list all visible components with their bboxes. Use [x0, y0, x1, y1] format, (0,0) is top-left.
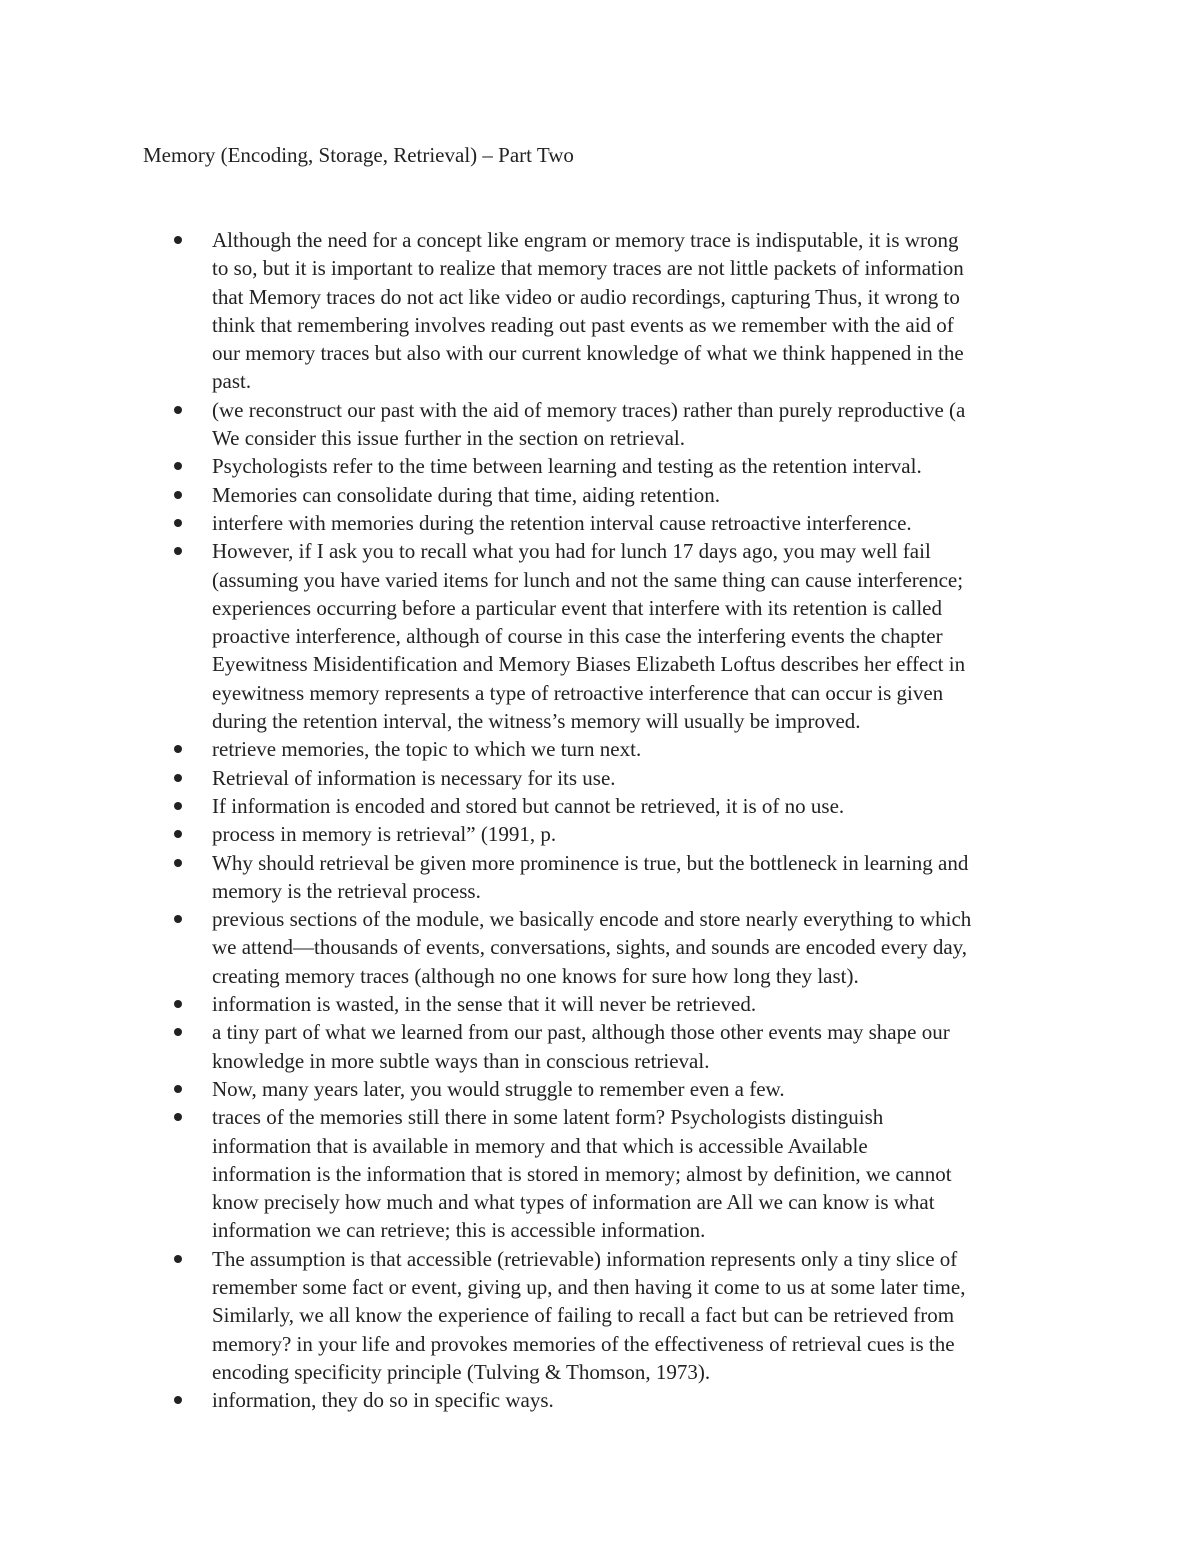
text-line: to so, but it is important to realize that memory traces are not little packets of information — [212, 256, 964, 281]
text-line: traces of the memories still there in some latent form? Psychologists distinguish — [212, 1105, 884, 1130]
text-line: that Memory traces do not act like video or audio recordings, capturing Thus, it wrong to — [212, 284, 960, 309]
text-line: Now, many years later, you would struggle to remember even a few. — [212, 1076, 785, 1101]
bullet-icon — [174, 1000, 182, 1008]
bullet-icon — [174, 462, 182, 470]
text-line: The assumption is that accessible (retrievable) information represents only a tiny slice of — [212, 1246, 958, 1271]
text-line: We consider this issue further in the section on retrieval. — [212, 426, 686, 451]
text-line: process in memory is retrieval” (1991, p. — [212, 822, 557, 847]
list-item — [0, 849, 1062, 906]
text-line: remember some fact or event, giving up, and then having it come to us at some later time, — [212, 1274, 966, 1299]
text-line: past. — [212, 369, 252, 394]
text-line: during the retention interval, the witness’s memory will usually be improved. — [212, 709, 861, 734]
list-item — [0, 735, 1062, 763]
list-item — [0, 481, 1062, 509]
text-line: experiences occurring before a particular event that interfere with its retention is called — [212, 595, 942, 620]
list-item — [0, 990, 1062, 1018]
list-item — [0, 396, 1062, 453]
text-line: information we can retrieve; this is accessible information. — [212, 1218, 706, 1243]
bullet-icon — [174, 859, 182, 867]
bullet-icon — [174, 1255, 182, 1263]
bullet-list — [0, 226, 1200, 1414]
list-item — [0, 1018, 1062, 1075]
list-item — [0, 1075, 1062, 1103]
bullet-icon — [174, 519, 182, 527]
text-line: we attend—thousands of events, conversations, sights, and sounds are encoded every day, — [212, 935, 968, 960]
list-item — [0, 764, 1062, 792]
text-line: Similarly, we all know the experience of failing to recall a fact but can be retrieved from — [212, 1303, 955, 1328]
text-line: a tiny part of what we learned from our past, although those other events may shape our — [212, 1020, 950, 1045]
text-line: memory? in your life and provokes memories of the effectiveness of retrieval cues is the — [212, 1331, 955, 1356]
list-item — [0, 226, 1062, 396]
text-line: Retrieval of information is necessary for its use. — [212, 765, 616, 790]
text-line: information that is available in memory and that which is accessible Available — [212, 1133, 868, 1158]
text-line: knowledge in more subtle ways than in conscious retrieval. — [212, 1048, 710, 1073]
text-line: Why should retrieval be given more prominence is true, but the bottleneck in learning and — [212, 850, 969, 875]
text-line: proactive interference, although of course in this case the interfering events the chapter — [212, 624, 943, 649]
bullet-icon — [174, 491, 182, 499]
text-line: (assuming you have varied items for lunch and not the same thing can cause interference; — [212, 567, 964, 592]
list-item — [0, 1386, 1062, 1414]
text-line: information is wasted, in the sense that it will never be retrieved. — [212, 992, 757, 1017]
text-line: memory is the retrieval process. — [212, 878, 481, 903]
bullet-icon — [174, 406, 182, 414]
text-line: If information is encoded and stored but cannot be retrieved, it is of no use. — [212, 793, 845, 818]
text-line: Although the need for a concept like engram or memory trace is indisputable, it is wrong — [212, 228, 959, 252]
text-line: eyewitness memory represents a type of retroactive interference that can occur is given — [212, 680, 944, 705]
text-line: encoding specificity principle (Tulving & Thomson, 1973). — [212, 1359, 711, 1384]
page-title: Memory (Encoding, Storage, Retrieval) – Part Two — [143, 143, 574, 167]
list-item — [0, 905, 1062, 990]
list-item — [0, 792, 1062, 820]
text-line: information is the information that is stored in memory; almost by definition, we cannot — [212, 1161, 952, 1186]
text-line: Memories can consolidate during that time, aiding retention. — [212, 482, 720, 507]
text-line: Eyewitness Misidentification and Memory Biases Elizabeth Loftus describes her effect in — [212, 652, 966, 677]
bullet-icon — [174, 915, 182, 923]
text-line: (we reconstruct our past with the aid of memory traces) rather than purely reproductive (a — [212, 397, 966, 422]
bullet-icon — [174, 774, 182, 782]
bullet-icon — [174, 236, 182, 244]
text-line: our memory traces but also with our current knowledge of what we think happened in the — [212, 341, 964, 366]
list-item — [0, 1103, 1062, 1244]
bullet-icon — [174, 1028, 182, 1036]
text-line: However, if I ask you to recall what you had for lunch 17 days ago, you may well fail — [212, 539, 931, 564]
list-item — [0, 452, 1062, 480]
text-line: know precisely how much and what types of information are All we can know is what — [212, 1190, 935, 1215]
list-item — [0, 537, 1062, 735]
bullet-icon — [174, 1113, 182, 1121]
text-line: Psychologists refer to the time between learning and testing as the retention interval. — [212, 454, 922, 479]
text-line: creating memory traces (although no one knows for sure how long they last). — [212, 963, 859, 988]
bullet-icon — [174, 802, 182, 810]
bullet-icon — [174, 1085, 182, 1093]
bullet-icon — [174, 1396, 182, 1404]
list-item — [0, 1245, 1062, 1386]
text-line: retrieve memories, the topic to which we turn next. — [212, 737, 642, 762]
text-line: think that remembering involves reading out past events as we remember with the aid of — [212, 312, 954, 337]
bullet-icon — [174, 830, 182, 838]
list-item — [0, 820, 1062, 848]
bullet-icon — [174, 547, 182, 555]
text-line: information, they do so in specific ways. — [212, 1388, 554, 1413]
list-item — [0, 509, 1062, 537]
bullet-icon — [174, 745, 182, 753]
text-line: previous sections of the module, we basically encode and store nearly everything to which — [212, 907, 972, 932]
text-line: interfere with memories during the retention interval cause retroactive interference. — [212, 510, 912, 535]
